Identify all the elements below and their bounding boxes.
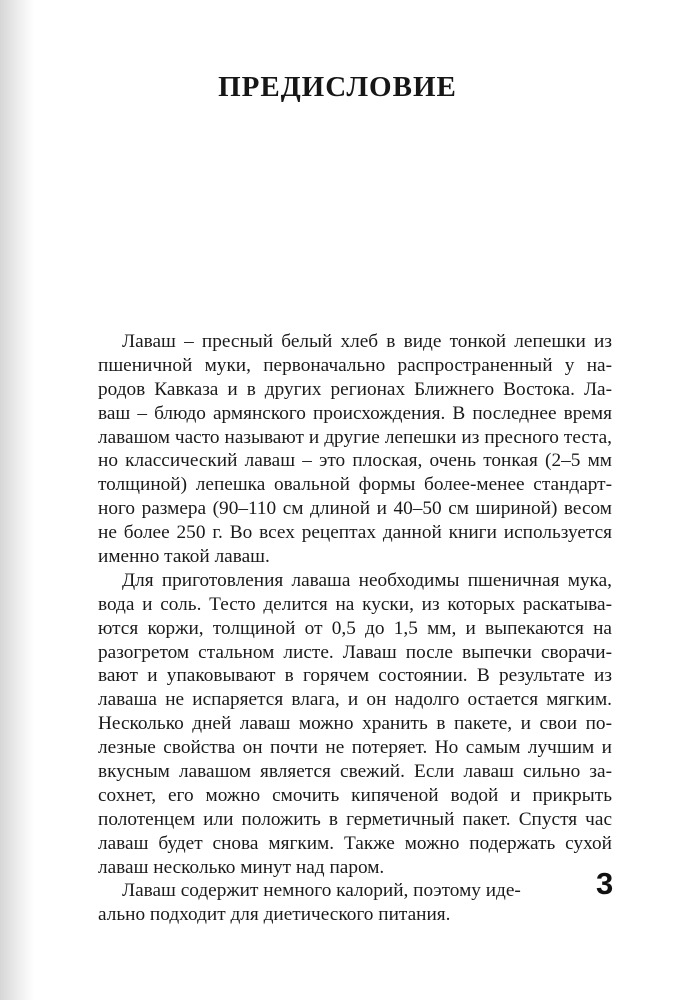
paragraph bbox=[98, 330, 612, 569]
text-line: ально подходит для диетического питания. bbox=[98, 904, 451, 926]
text-line: Несколько дней лаваш можно хранить в пакете, и свои по- bbox=[98, 713, 612, 735]
text-line: вода и соль. Тесто делится на куски, из которых раскатыва- bbox=[98, 593, 612, 615]
text-line: лаваш будет снова мягким. Также можно подержать сухой bbox=[98, 832, 612, 854]
text-line: лавашом часто называют и другие лепешки из пресного теста, bbox=[98, 426, 612, 448]
page-title: ПРЕДИСЛОВИЕ bbox=[218, 71, 457, 104]
text-line: пшеничной муки, первоначально распространенный у на- bbox=[98, 354, 612, 376]
text-line: Для приготовления лаваша необходимы пшеничная мука, bbox=[122, 569, 612, 591]
text-line: ются коржи, толщиной от 0,5 до 1,5 мм, и выпекаются на bbox=[98, 617, 612, 639]
paragraph bbox=[98, 879, 612, 927]
text-line: сохнет, его можно смочить кипяченой водой и прикрыть bbox=[98, 784, 612, 806]
text-line: родов Кавказа и в других регионах Ближнего Востока. Ла- bbox=[98, 378, 612, 400]
text-line: не более 250 г. Во всех рецептах данной книги используется bbox=[98, 522, 612, 544]
text-line: но классический лаваш – это плоская, очень тонкая (2–5 мм bbox=[98, 450, 612, 472]
page-binding-edge bbox=[0, 0, 34, 1000]
text-line: лезные свойства он почти не потеряет. Но самым лучшим и bbox=[98, 737, 612, 759]
text-line: Лаваш – пресный белый хлеб в виде тонкой лепешки из bbox=[122, 331, 612, 352]
text-line: именно такой лаваш. bbox=[98, 546, 270, 568]
page-number: 3 bbox=[596, 866, 614, 901]
text-line: Лаваш содержит немного калорий, поэтому иде- bbox=[122, 880, 521, 902]
text-line: полотенцем или положить в герметичный пакет. Спустя час bbox=[98, 808, 612, 830]
text-line: ного размера (90–110 см длиной и 40–50 см шириной) весом bbox=[98, 498, 612, 520]
text-line: лаваша не испаряется влага, и он надолго остается мягким. bbox=[98, 689, 612, 711]
text-line: толщиной) лепешка овальной формы более-менее стандарт- bbox=[98, 474, 612, 496]
text-line: лаваш несколько минут над паром. bbox=[98, 856, 385, 878]
text-line: вают и упаковывают в горячем состоянии. В результате из bbox=[98, 665, 612, 687]
paragraph bbox=[98, 569, 612, 880]
text-line: ваш – блюдо армянского происхождения. В последнее время bbox=[98, 402, 612, 424]
text-line: вкусным лавашом является свежий. Если лаваш сильно за- bbox=[98, 761, 612, 783]
text-line: разогретом стальном листе. Лаваш после выпечки сворачи- bbox=[98, 641, 612, 663]
body-text bbox=[98, 330, 612, 927]
